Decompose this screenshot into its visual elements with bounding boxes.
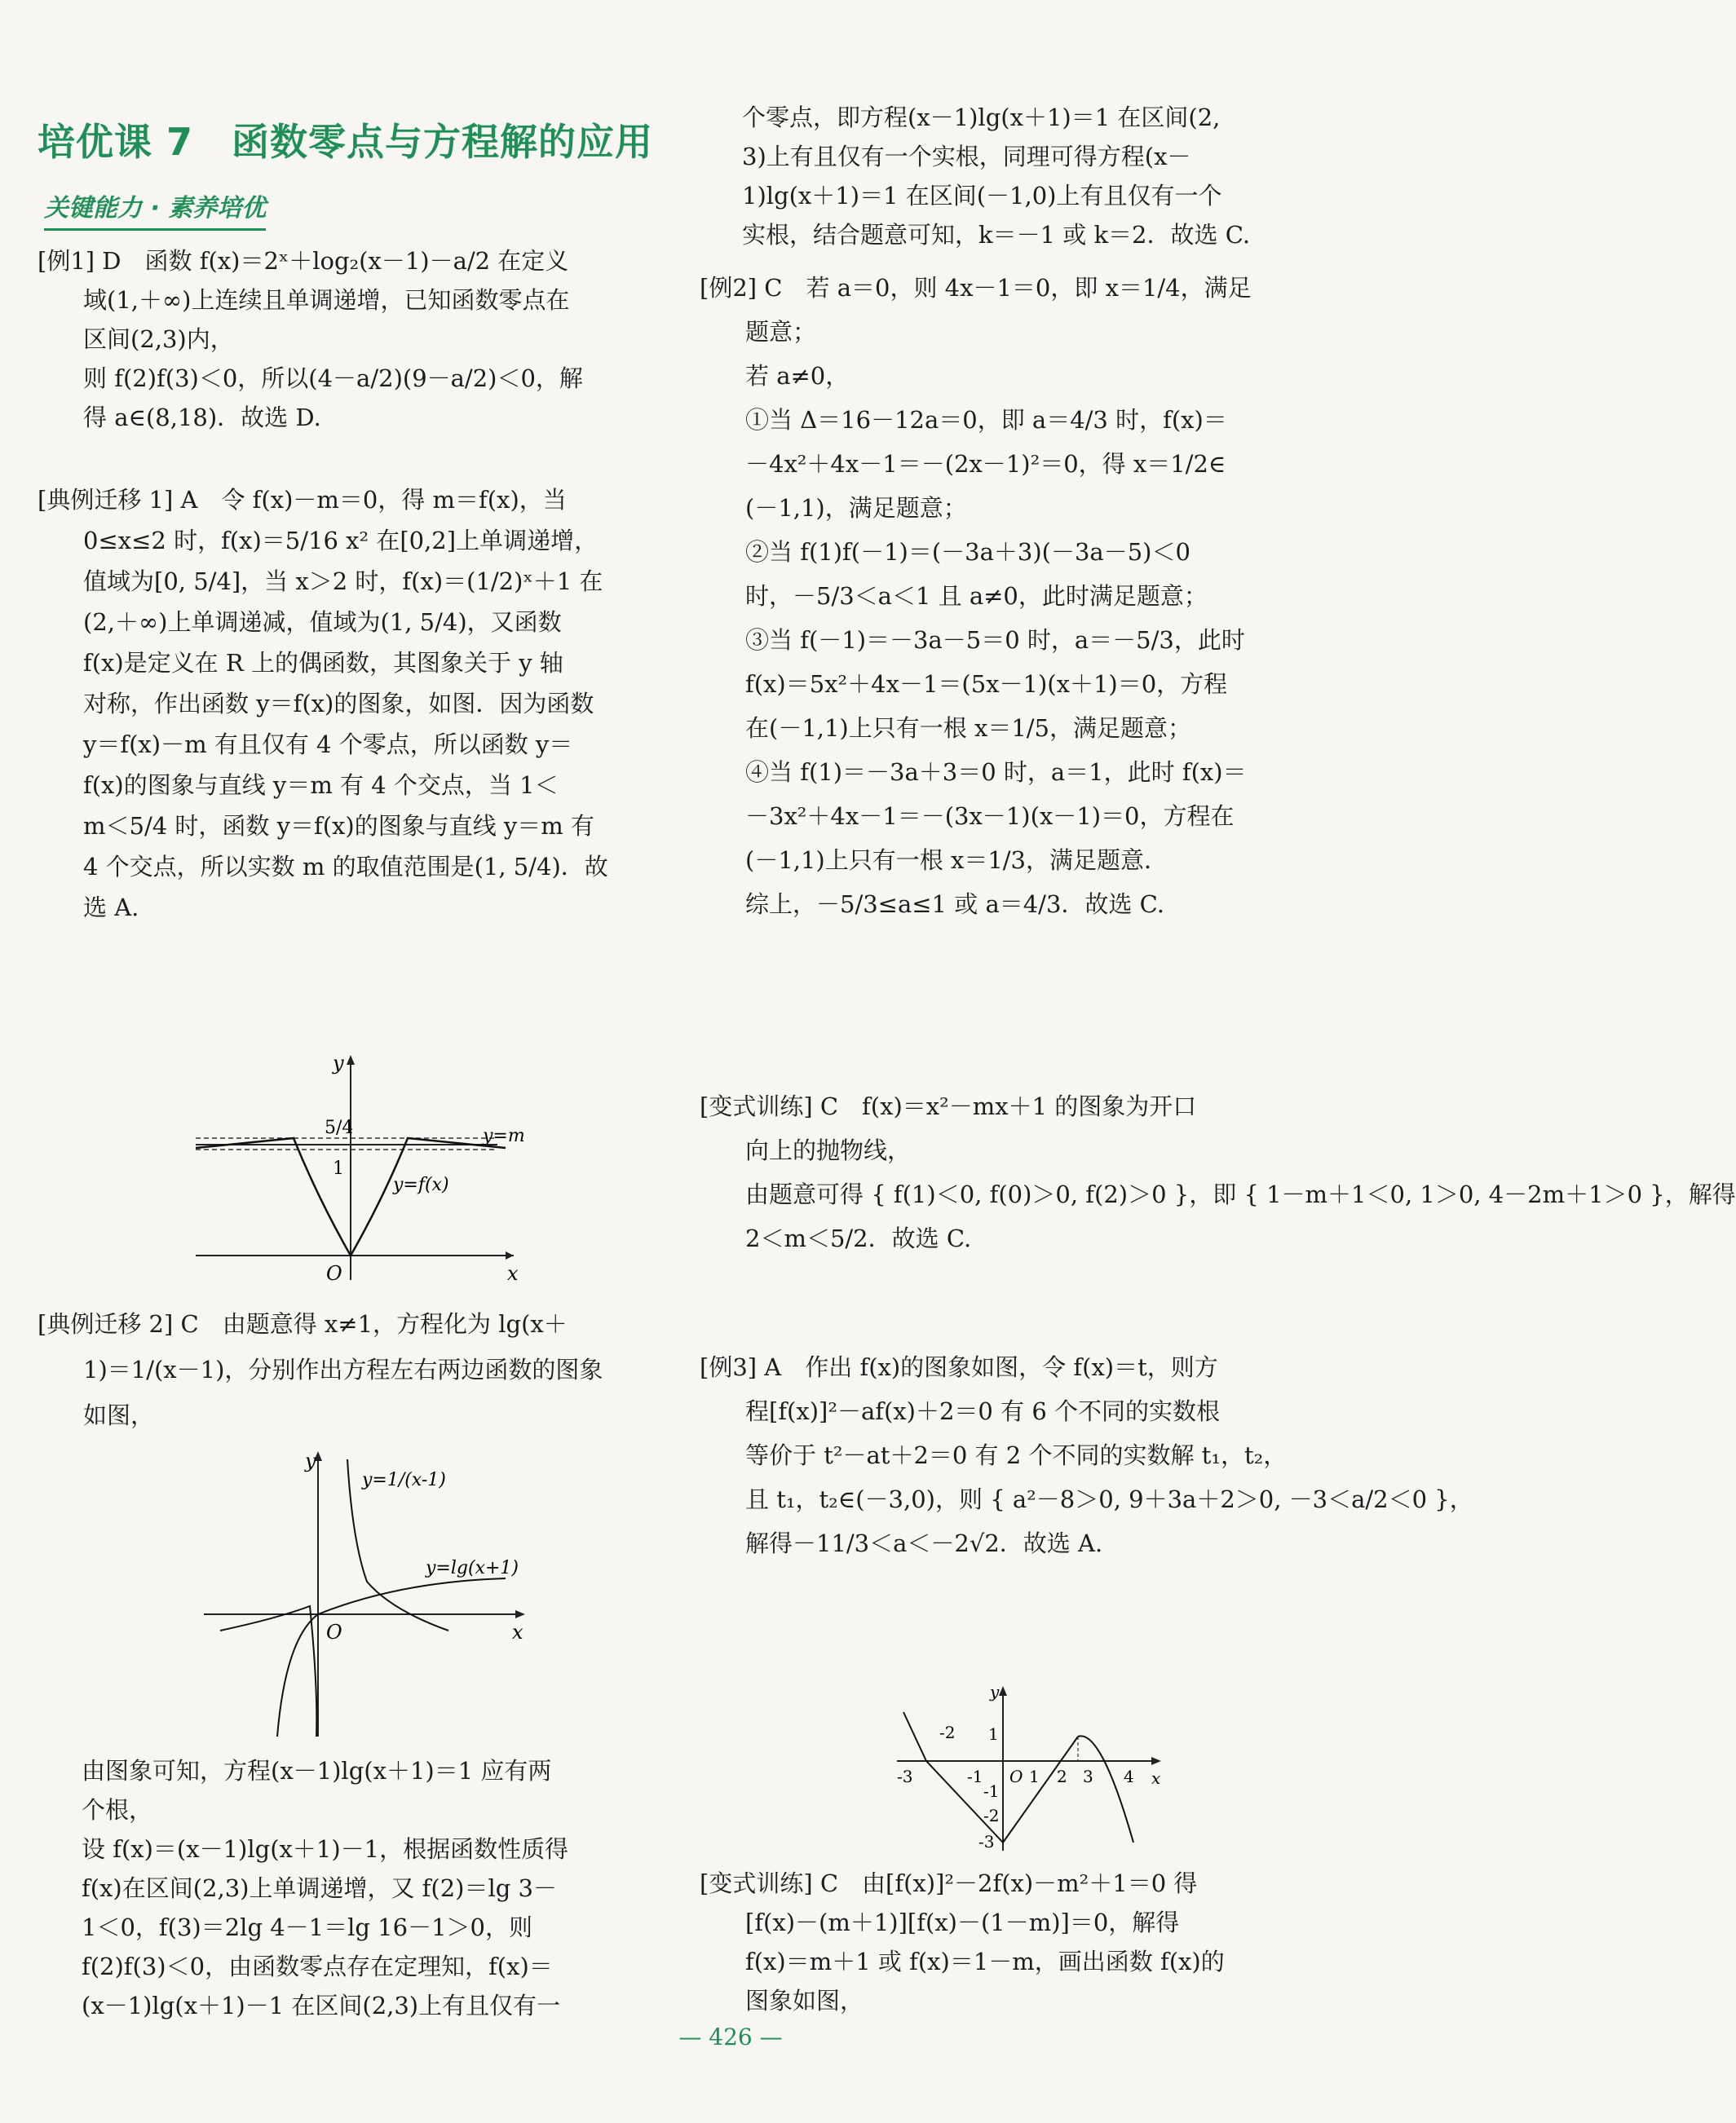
text-line: 解得－11/3＜a＜－2√2．故选 A. xyxy=(745,1529,1103,1557)
segment-up xyxy=(1003,1737,1078,1843)
text-line: [变式训练] C 由[f(x)]²－2f(x)－m²＋1＝0 得 xyxy=(700,1869,1198,1897)
curve-label-y-fx: y=f(x) xyxy=(393,1175,449,1195)
transfer-1 xyxy=(38,479,608,928)
x-axis-label: x xyxy=(512,1621,523,1644)
text-line: f(x)在区间(2,3)上单调递增，又 f(2)＝lg 3－ xyxy=(82,1874,558,1902)
figure-3-graph xyxy=(889,1679,1166,1859)
text-line: ②当 f(1)f(－1)＝(－3a＋3)(－3a－5)＜0 xyxy=(745,538,1190,566)
line-label-y-m: y=m xyxy=(483,1126,525,1146)
tick-label-y: 1 xyxy=(988,1724,999,1744)
text-line: 由图象可知，方程(x－1)lg(x＋1)＝1 应有两 xyxy=(82,1757,552,1785)
text-line: ③当 f(－1)＝－3a－5＝0 时，a＝－5/3，此时 xyxy=(745,626,1245,654)
y-axis-label: y xyxy=(305,1450,316,1472)
text-line: 选 A. xyxy=(83,894,139,921)
tick-label-y: -2 xyxy=(983,1806,1000,1825)
text-line: 区间(2,3)内， xyxy=(83,325,234,353)
text-line: (2,＋∞)上单调递减，值域为(1, 5/4)，又函数 xyxy=(83,608,562,636)
text-line: 得 a∈(8,18)．故选 D. xyxy=(83,404,321,431)
text-line: ④当 f(1)＝－3a＋3＝0 时，a＝1，此时 f(x)＝ xyxy=(745,758,1247,786)
x-axis-arrow-icon xyxy=(506,1251,514,1260)
text-line: 时，－5/3＜a＜1 且 a≠0，此时满足题意； xyxy=(745,582,1208,610)
text-line: f(2)f(3)＜0，由函数零点存在定理知，f(x)＝ xyxy=(82,1953,553,1980)
page-number: — 426 — xyxy=(678,2024,783,2050)
text-line: 若 a≠0， xyxy=(745,362,850,390)
text-line: [变式训练] C f(x)＝x²－mx＋1 的图象为开口 xyxy=(700,1092,1197,1120)
text-line: 0≤x≤2 时，f(x)＝5/16 x² 在[0,2]上单调递增， xyxy=(83,527,599,554)
text-line: 图象如图， xyxy=(745,1987,864,2015)
x-axis-arrow-icon xyxy=(515,1610,525,1618)
conclusion-text xyxy=(82,1751,568,2025)
text-line: (－1,1)上只有一根 x＝1/3，满足题意． xyxy=(745,846,1168,874)
text-line: 实根，结合题意可知，k＝－1 或 k＝2．故选 C. xyxy=(742,221,1251,249)
tick-label-one: 1 xyxy=(333,1159,344,1179)
log-curve-label: y=lg(x+1) xyxy=(426,1558,519,1578)
y-axis-arrow-icon xyxy=(999,1686,1007,1696)
y-axis-label: y xyxy=(990,1682,1000,1701)
hyperbola-label: y=1/(x-1) xyxy=(362,1470,446,1490)
segment-down xyxy=(926,1761,1003,1843)
text-line: (x－1)lg(x＋1)－1 在区间(2,3)上有且仅有一 xyxy=(82,1992,561,2019)
x-axis-label: x xyxy=(507,1262,519,1285)
text-line: [典例迁移 2] C 由题意得 x≠1，方程化为 lg(x＋ xyxy=(38,1310,568,1338)
text-line: 综上，－5/3≤a≤1 或 a＝4/3．故选 C. xyxy=(745,890,1164,918)
text-line: －3x²＋4x－1＝－(3x－1)(x－1)＝0，方程在 xyxy=(745,802,1235,830)
hyperbola-left-branch xyxy=(220,1606,316,1737)
origin-label: O xyxy=(1009,1767,1023,1786)
text-line: 则 f(2)f(3)＜0，所以(4－a/2)(9－a/2)＜0，解 xyxy=(83,364,583,392)
variant-training-2 xyxy=(700,1864,1225,2020)
page-title: 培优课 7 函数零点与方程解的应用 xyxy=(38,120,654,164)
tick-label-y: -3 xyxy=(978,1832,995,1852)
text-line: 在(－1,1)上只有一根 x＝1/5，满足题意； xyxy=(745,714,1191,742)
tick-label-y: -1 xyxy=(983,1781,1000,1801)
right-continued xyxy=(742,98,1250,254)
curve-right xyxy=(1078,1736,1133,1843)
segment-left xyxy=(903,1712,926,1761)
y-axis-arrow-icon xyxy=(347,1055,355,1065)
figure-1-graph xyxy=(188,1044,554,1288)
text-line: f(x)＝m＋1 或 f(x)＝1－m，画出函数 f(x)的 xyxy=(745,1948,1225,1975)
tick-label-x: 4 xyxy=(1124,1767,1134,1786)
text-line: 4 个交点，所以实数 m 的取值范围是(1, 5/4)．故 xyxy=(83,853,608,881)
text-line: 值域为[0, 5/4]，当 x＞2 时，f(x)＝(1/2)ˣ＋1 在 xyxy=(83,567,603,595)
text-line: m＜5/4 时，函数 y＝f(x)的图象与直线 y＝m 有 xyxy=(83,812,595,840)
text-line: [例1] D 函数 f(x)＝2ˣ＋log₂(x－1)－a/2 在定义 xyxy=(38,247,569,275)
text-line: f(x)＝5x²＋4x－1＝(5x－1)(x＋1)＝0，方程 xyxy=(745,670,1228,698)
text-line: 题意； xyxy=(745,318,817,346)
x-axis-label: x xyxy=(1151,1768,1161,1788)
text-line: 等价于 t²－at＋2＝0 有 2 个不同的实数解 t₁，t₂， xyxy=(745,1441,1288,1469)
text-line: 2＜m＜5/2．故选 C. xyxy=(745,1225,972,1252)
text-line: 个根， xyxy=(82,1796,153,1824)
origin-label: O xyxy=(326,1621,342,1644)
text-line: ①当 Δ＝16－12a＝0，即 a＝4/3 时，f(x)＝ xyxy=(745,406,1227,434)
text-line: [f(x)－(m＋1)][f(x)－(1－m)]＝0，解得 xyxy=(745,1909,1180,1936)
y-axis-label: y xyxy=(333,1052,344,1075)
variant-training-1 xyxy=(700,1084,1736,1260)
origin-label: O xyxy=(326,1262,342,1285)
tick-label-five-fourths: 5/4 xyxy=(325,1118,354,1138)
tick-label-neg2-top: -2 xyxy=(939,1723,956,1742)
text-line: 程[f(x)]²－af(x)＋2＝0 有 6 个不同的实数根 xyxy=(745,1397,1220,1425)
text-line: 对称，作出函数 y＝f(x)的图象，如图．因为函数 xyxy=(83,690,594,717)
text-line: －4x²＋4x－1＝－(2x－1)²＝0，得 x＝1/2∈ xyxy=(745,450,1226,478)
text-line: [例2] C 若 a＝0，则 4x－1＝0，即 x＝1/4，满足 xyxy=(700,274,1252,302)
text-line: 3)上有且仅有一个实根，同理可得方程(x－ xyxy=(742,143,1191,170)
tick-label-x: -1 xyxy=(967,1767,983,1786)
text-line: 如图， xyxy=(83,1401,155,1429)
text-line: 1)lg(x＋1)＝1 在区间(－1,0)上有且仅有一个 xyxy=(742,182,1222,210)
text-line: 1＜0，f(3)＝2lg 4－1＝lg 16－1＞0，则 xyxy=(82,1913,532,1941)
text-line: f(x)是定义在 R 上的偶函数，其图象关于 y 轴 xyxy=(83,649,563,677)
text-line: f(x)的图象与直线 y＝m 有 4 个交点，当 1＜ xyxy=(83,771,559,799)
text-line: 个零点，即方程(x－1)lg(x＋1)＝1 在区间(2, xyxy=(742,104,1221,131)
example-1 xyxy=(38,241,583,437)
tick-label-x: -3 xyxy=(897,1767,913,1786)
text-line: 设 f(x)＝(x－1)lg(x＋1)－1，根据函数性质得 xyxy=(82,1835,569,1863)
section-subtitle: 关键能力 · 素养培优 xyxy=(44,188,266,231)
example-2 xyxy=(700,266,1252,926)
tick-label-x: 3 xyxy=(1083,1767,1093,1786)
tick-label-x: 2 xyxy=(1057,1767,1067,1786)
figure-2-graph xyxy=(196,1443,538,1745)
text-line: [典例迁移 1] A 令 f(x)－m＝0，得 m＝f(x)，当 xyxy=(38,486,567,514)
text-line: 向上的抛物线， xyxy=(745,1137,912,1164)
text-line: 1)＝1/(x－1)，分别作出方程左右两边函数的图象 xyxy=(83,1356,603,1384)
text-line: (－1,1)，满足题意； xyxy=(745,494,967,522)
text-line: [例3] A 作出 f(x)的图象如图，令 f(x)＝t，则方 xyxy=(700,1353,1218,1381)
x-axis-arrow-icon xyxy=(1151,1757,1161,1765)
tick-label-x: 1 xyxy=(1029,1767,1040,1786)
example-3 xyxy=(700,1345,1473,1565)
transfer-2 xyxy=(38,1301,603,1438)
text-line: 且 t₁，t₂∈(－3,0)，则 { a²－8＞0, 9＋3a＋2＞0, －3＜a/2＜0 }， xyxy=(745,1485,1473,1513)
text-line: 域(1,＋∞)上连续且单调递增，已知函数零点在 xyxy=(83,286,570,314)
text-line: y＝f(x)－m 有且仅有 4 个零点，所以函数 y＝ xyxy=(83,730,573,758)
text-line: 由题意可得 { f(1)＜0, f(0)＞0, f(2)＞0 }，即 { 1－m＋1＜0, 1＞0, 4－2m＋1＞0 }，解得 xyxy=(745,1181,1736,1208)
